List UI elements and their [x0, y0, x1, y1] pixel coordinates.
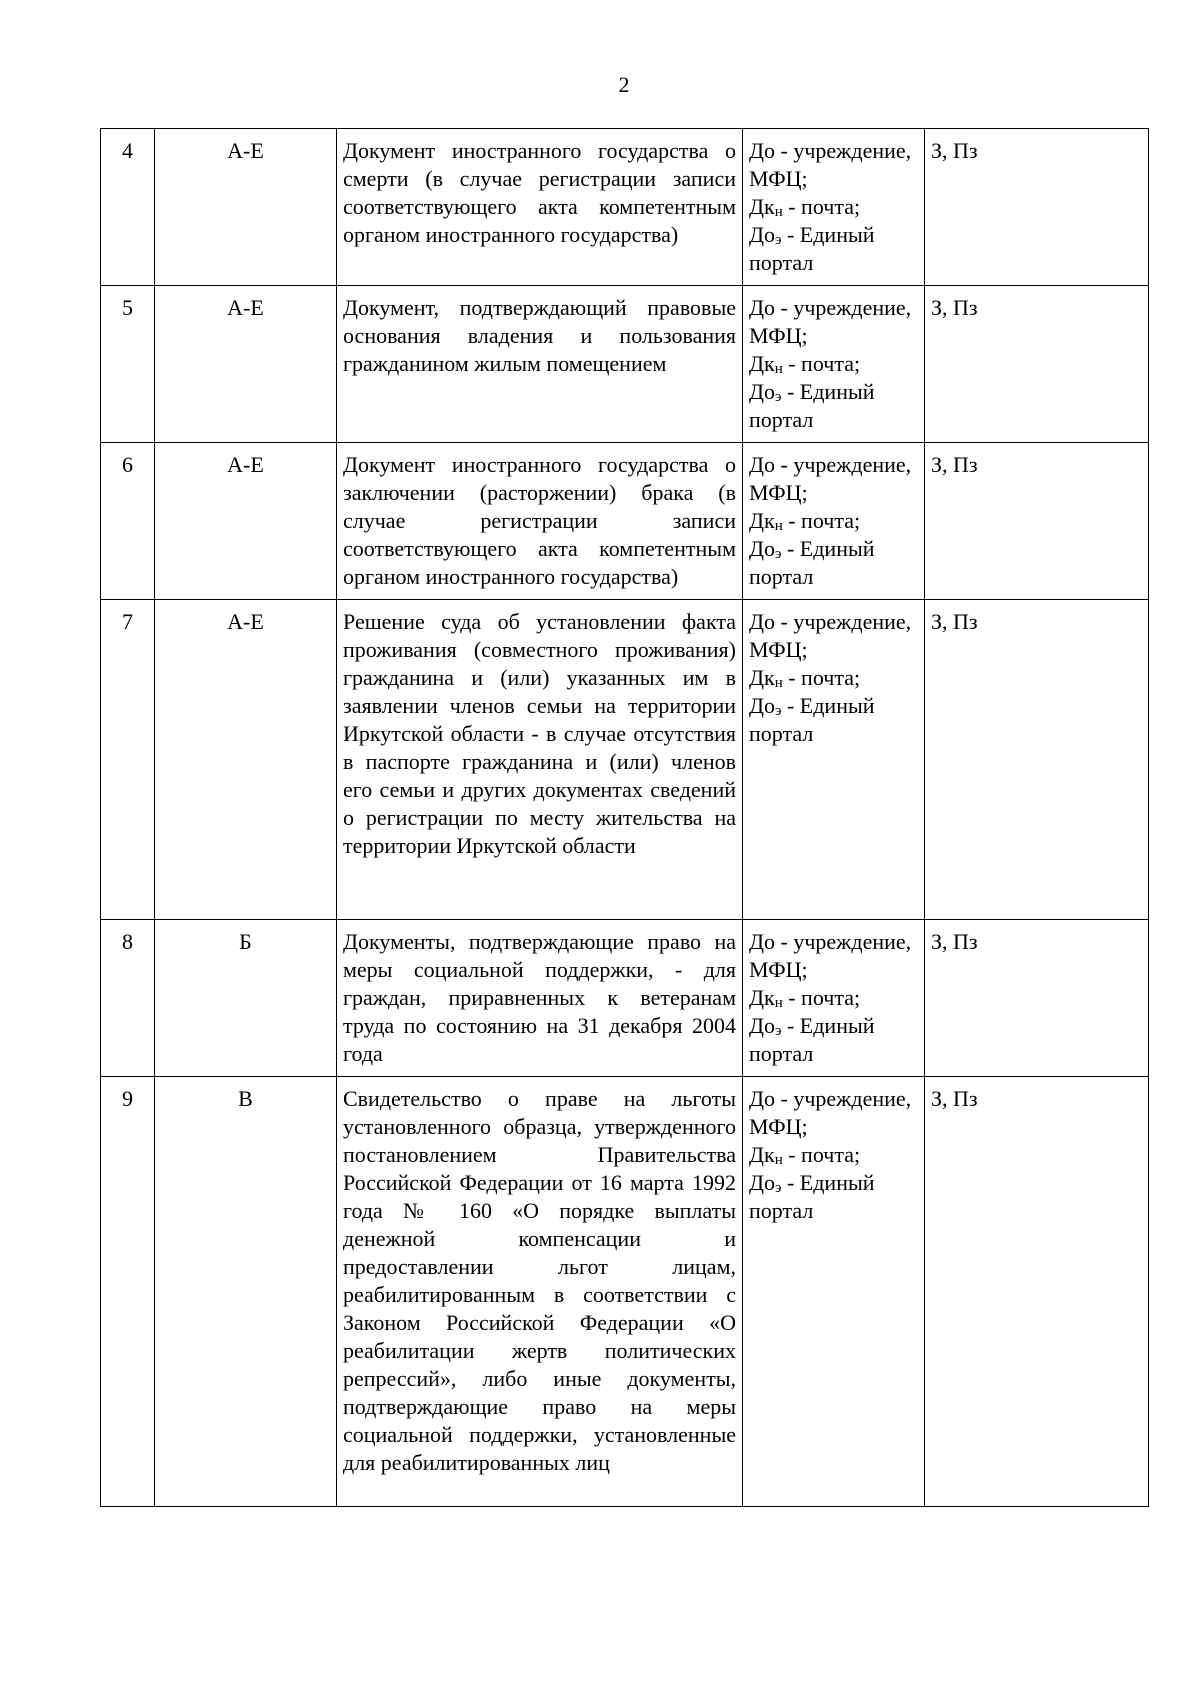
method-office-prefix: До [749, 609, 776, 634]
row-description: Документ иностранного государства о заключении (расторжении) брака (в случае регистрации записи соответствующего акта компетентным органом иностранного государства) [337, 443, 743, 600]
row-description: Решение суда об установлении факта проживания (совместного проживания) гражданина и (или) указанных им в заявлении членов семьи на территории Иркутской области - в случае отсутствия в паспорте гражданина и (или) членов его семьи и других документах сведений о регистрации по месту жительства на территории Иркутской области [337, 600, 743, 920]
row-category: А-Е [155, 443, 337, 600]
method-mail [749, 664, 918, 692]
method-mail-sub: н [774, 204, 783, 220]
row-code: З, Пз [925, 443, 1149, 600]
method-portal-sub: э [775, 232, 782, 248]
row-submission-method [743, 286, 925, 443]
method-portal-prefix: До [749, 1170, 776, 1195]
row-category: А-Е [155, 286, 337, 443]
method-mail-sub: н [774, 995, 783, 1011]
method-portal-prefix: До [749, 379, 776, 404]
row-category: Б [155, 920, 337, 1077]
row-submission-method [743, 920, 925, 1077]
method-portal-prefix: До [749, 1013, 776, 1038]
row-description: Свидетельство о праве на льготы установленного образца, утвержденного постановлением Правительства Российской Федерации от 16 марта 1992 года № 160 «О порядке выплаты денежной компенсации и предоставлении льгот лицам, реабилитированным в соответствии с Законом Российской Федерации «О реабилитации жертв политических репрессий», либо иные документы, подтверждающие право на меры социальной поддержки, установленные для реабилитированных лиц [337, 1077, 743, 1507]
method-portal [749, 1012, 918, 1068]
method-portal-sub: э [775, 546, 782, 562]
row-number: 9 [101, 1077, 155, 1507]
row-submission-method [743, 129, 925, 286]
table-row [101, 129, 1149, 286]
table-row [101, 443, 1149, 600]
method-mail-prefix: Дк [749, 985, 775, 1010]
row-code: З, Пз [925, 286, 1149, 443]
method-mail-sub: н [774, 1152, 783, 1168]
page-number: 2 [618, 72, 630, 97]
method-mail [749, 984, 918, 1012]
method-portal-sub: э [775, 389, 782, 405]
row-description: Документ, подтверждающий правовые основания владения и пользования гражданином жилым помещением [337, 286, 743, 443]
row-description: Документ иностранного государства о смерти (в случае регистрации записи соответствующего акта компетентным органом иностранного государства) [337, 129, 743, 286]
method-office-prefix: До [749, 929, 776, 954]
table-row [101, 286, 1149, 443]
method-office-prefix: До [749, 295, 776, 320]
method-portal-prefix: До [749, 536, 776, 561]
method-portal [749, 692, 918, 748]
method-portal-text: - Единый портал [749, 1170, 875, 1223]
method-portal [749, 535, 918, 591]
method-office-prefix: До [749, 1086, 776, 1111]
method-portal [749, 1169, 918, 1225]
method-portal-text: - Единый портал [749, 693, 875, 746]
method-mail-prefix: Дк [749, 194, 775, 219]
method-portal [749, 378, 918, 434]
method-office-prefix: До [749, 452, 776, 477]
method-portal-text: - Единый портал [749, 222, 875, 275]
method-portal-prefix: До [749, 693, 776, 718]
row-code: З, Пз [925, 600, 1149, 920]
row-number: 5 [101, 286, 155, 443]
row-submission-method [743, 1077, 925, 1507]
method-mail-sub: н [774, 518, 783, 534]
row-number: 7 [101, 600, 155, 920]
method-mail [749, 193, 918, 221]
method-office [749, 137, 918, 193]
method-office-text: - учреждение, МФЦ; [749, 452, 912, 505]
row-number: 8 [101, 920, 155, 1077]
row-category: А-Е [155, 600, 337, 920]
method-office [749, 451, 918, 507]
method-mail-text: - почта; [782, 194, 861, 219]
method-office [749, 928, 918, 984]
method-mail-text: - почта; [782, 985, 861, 1010]
method-office [749, 1085, 918, 1141]
method-mail-sub: н [774, 361, 783, 377]
method-mail-prefix: Дк [749, 508, 775, 533]
method-portal-text: - Единый портал [749, 536, 875, 589]
method-portal [749, 221, 918, 277]
table-row [101, 920, 1149, 1077]
method-mail [749, 507, 918, 535]
method-mail [749, 1141, 918, 1169]
method-portal-prefix: До [749, 222, 776, 247]
method-mail-text: - почта; [782, 1142, 861, 1167]
row-description: Документы, подтверждающие право на меры социальной поддержки, - для граждан, приравненных к ветеранам труда по состоянию на 31 декабря 2004 года [337, 920, 743, 1077]
method-mail-sub: н [774, 675, 783, 691]
row-submission-method [743, 600, 925, 920]
row-submission-method [743, 443, 925, 600]
row-code: З, Пз [925, 920, 1149, 1077]
method-office [749, 608, 918, 664]
method-portal-text: - Единый портал [749, 379, 875, 432]
method-mail [749, 350, 918, 378]
row-code: З, Пз [925, 129, 1149, 286]
method-portal-sub: э [775, 703, 782, 719]
method-mail-prefix: Дк [749, 665, 775, 690]
method-office-prefix: До [749, 138, 776, 163]
method-office-text: - учреждение, МФЦ; [749, 138, 912, 191]
method-mail-prefix: Дк [749, 1142, 775, 1167]
row-number: 6 [101, 443, 155, 600]
table-row [101, 600, 1149, 920]
row-category: В [155, 1077, 337, 1507]
method-mail-prefix: Дк [749, 351, 775, 376]
table-row [101, 1077, 1149, 1507]
method-portal-sub: э [775, 1023, 782, 1039]
method-office-text: - учреждение, МФЦ; [749, 295, 912, 348]
method-mail-text: - почта; [782, 508, 861, 533]
method-office [749, 294, 918, 350]
row-number: 4 [101, 129, 155, 286]
method-office-text: - учреждение, МФЦ; [749, 929, 912, 982]
method-mail-text: - почта; [782, 351, 861, 376]
method-portal-text: - Единый портал [749, 1013, 875, 1066]
row-code: З, Пз [925, 1077, 1149, 1507]
documents-table [100, 128, 1149, 1507]
row-category: А-Е [155, 129, 337, 286]
method-office-text: - учреждение, МФЦ; [749, 609, 912, 662]
method-office-text: - учреждение, МФЦ; [749, 1086, 912, 1139]
method-mail-text: - почта; [782, 665, 861, 690]
method-portal-sub: э [775, 1180, 782, 1196]
